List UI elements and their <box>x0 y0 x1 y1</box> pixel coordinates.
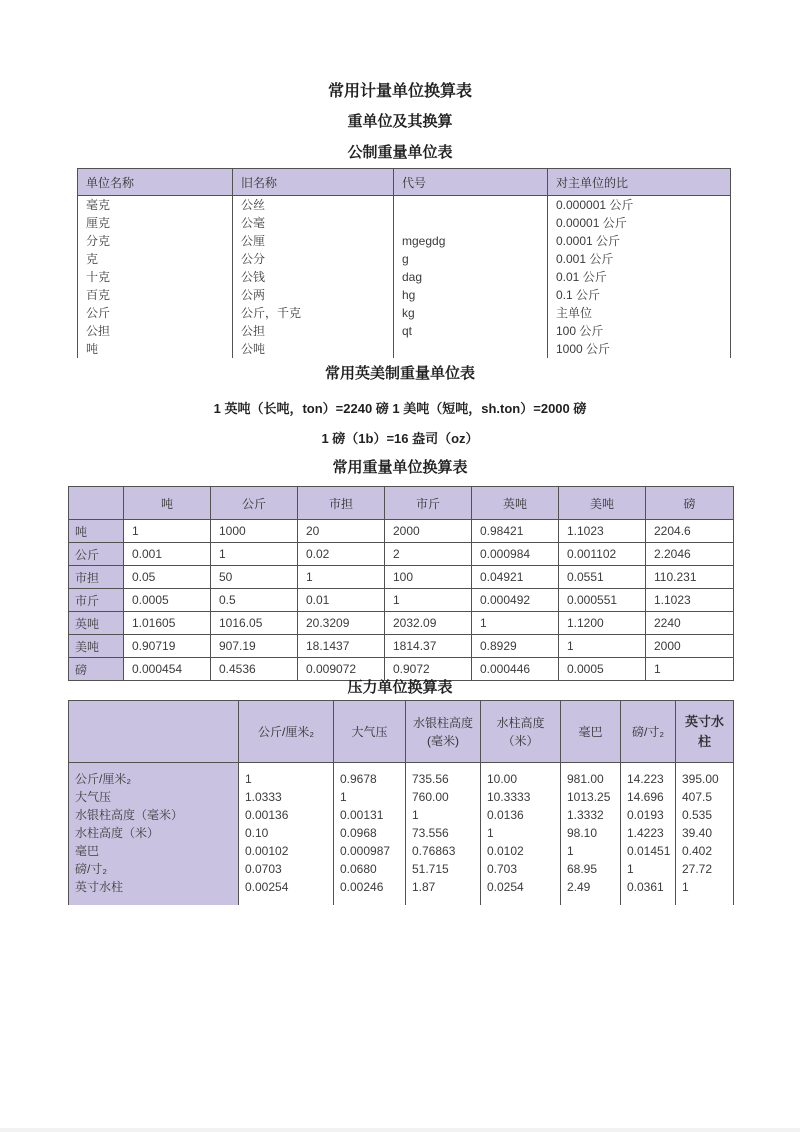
table-cell: 0.0193 <box>621 806 676 824</box>
table-cell: 0.9678 <box>334 763 406 788</box>
table-cell: 1 <box>239 763 334 788</box>
column-header: 英吨 <box>472 487 559 520</box>
table-cell: 907.19 <box>211 635 298 658</box>
table-cell: 1.3332 <box>561 806 621 824</box>
table-cell: 0.1 公斤 <box>548 286 731 304</box>
weight-conv-title: 常用重量单位换算表 <box>332 459 468 476</box>
table-cell: 110.231 <box>646 566 734 589</box>
table-cell: 0.02 <box>298 543 385 566</box>
column-header: 市斤 <box>385 487 472 520</box>
table-cell: 0.0361 <box>621 878 676 905</box>
doc-title: 常用计量单位换算表 <box>327 83 472 100</box>
table-row <box>69 543 734 566</box>
column-header: 公斤 <box>211 487 298 520</box>
column-header: 代号 <box>394 169 548 196</box>
table-cell: 1.1200 <box>559 612 646 635</box>
table-cell: 0.009072 <box>298 658 385 681</box>
column-header <box>69 487 124 520</box>
table-cell: 公钱 <box>233 268 394 286</box>
table-cell: 2.49 <box>561 878 621 905</box>
row-label: 水柱高度（米） <box>69 824 239 842</box>
table-cell: 100 <box>385 566 472 589</box>
table-cell: 公担 <box>233 322 394 340</box>
table-cell: 0.402 <box>676 842 734 860</box>
metric-table-body <box>78 196 731 358</box>
table-cell: 0.01451 <box>621 842 676 860</box>
imperial-title: 常用英美制重量单位表 <box>324 365 475 382</box>
table-cell: 0.0136 <box>481 806 561 824</box>
column-header: 吨 <box>124 487 211 520</box>
table-cell: 1 <box>621 860 676 878</box>
table-cell: 1 <box>559 635 646 658</box>
table-cell: 0.00131 <box>334 806 406 824</box>
table-cell: 39.40 <box>676 824 734 842</box>
table-cell: 1000 公斤 <box>548 340 731 358</box>
column-header: 大气压 <box>334 701 406 763</box>
table-row <box>78 286 731 304</box>
table-cell: 981.00 <box>561 763 621 788</box>
table-cell <box>394 214 548 232</box>
table-cell: 0.0551 <box>559 566 646 589</box>
table-cell: 1000 <box>211 520 298 543</box>
table-cell: 0.0968 <box>334 824 406 842</box>
table-cell: 395.00 <box>676 763 734 788</box>
table-cell: 1 <box>211 543 298 566</box>
table-cell: 公丝 <box>233 196 394 214</box>
table-row <box>69 763 734 788</box>
table-cell: 0.0680 <box>334 860 406 878</box>
table-row <box>78 214 731 232</box>
row-label: 大气压 <box>69 788 239 806</box>
metric-table-header-row <box>78 169 731 196</box>
table-cell: 1 <box>472 612 559 635</box>
row-label: 磅/寸₂ <box>69 860 239 878</box>
table-cell: mgegdg <box>394 232 548 250</box>
table-cell: 公厘 <box>233 232 394 250</box>
table-cell: 0.00136 <box>239 806 334 824</box>
metric-table-title: 公制重量单位表 <box>347 144 453 161</box>
table-cell: 公毫 <box>233 214 394 232</box>
table-cell: 2 <box>385 543 472 566</box>
table-cell: 1814.37 <box>385 635 472 658</box>
table-cell: 0.0102 <box>481 842 561 860</box>
table-cell: 克 <box>78 250 233 268</box>
table-cell: 407.5 <box>676 788 734 806</box>
column-header: 磅/寸₂ <box>621 701 676 763</box>
table-cell: 1 <box>646 658 734 681</box>
table-cell: 0.0001 公斤 <box>548 232 731 250</box>
table-cell: 0.000492 <box>472 589 559 612</box>
weight-table-header-row <box>69 487 734 520</box>
table-cell: 0.000446 <box>472 658 559 681</box>
table-cell: 0.00001 公斤 <box>548 214 731 232</box>
table-cell: 公斤 <box>78 304 233 322</box>
table-cell: 0.001 公斤 <box>548 250 731 268</box>
table-cell: kg <box>394 304 548 322</box>
table-cell: 0.000984 <box>472 543 559 566</box>
table-cell: 0.9072 <box>385 658 472 681</box>
table-cell: 0.001 <box>124 543 211 566</box>
table-row <box>78 322 731 340</box>
row-label: 美吨 <box>69 635 124 658</box>
column-header <box>69 701 239 763</box>
table-cell: 735.56 <box>406 763 481 788</box>
table-row <box>69 842 734 860</box>
table-row <box>69 566 734 589</box>
column-header: 市担 <box>298 487 385 520</box>
pressure-table-body <box>69 763 734 905</box>
ton-conversion-line: 1 英吨（长吨，ton）=2240 磅 1 美吨（短吨，sh.ton）=2000 磅 <box>213 401 587 416</box>
table-cell: 1 <box>406 806 481 824</box>
table-cell <box>394 196 548 214</box>
table-cell: 0.000001 公斤 <box>548 196 731 214</box>
table-row <box>69 788 734 806</box>
table-row <box>69 635 734 658</box>
table-cell: 1 <box>124 520 211 543</box>
table-row <box>69 860 734 878</box>
table-cell: 2000 <box>385 520 472 543</box>
table-row <box>69 520 734 543</box>
table-cell: 2.2046 <box>646 543 734 566</box>
table-cell: 0.5 <box>211 589 298 612</box>
table-cell: 吨 <box>78 340 233 358</box>
table-cell: dag <box>394 268 548 286</box>
pound-conversion-line: 1 磅（1b）=16 盎司（oz） <box>321 431 479 446</box>
table-cell: 1.87 <box>406 878 481 905</box>
weight-conversion-table <box>68 486 734 681</box>
table-cell: 0.0005 <box>559 658 646 681</box>
table-cell: qt <box>394 322 548 340</box>
table-cell: 1.1023 <box>646 589 734 612</box>
table-row <box>69 806 734 824</box>
page-bottom-edge <box>0 1128 800 1132</box>
row-label: 公斤/厘米₂ <box>69 763 239 788</box>
column-header: 公斤/厘米₂ <box>239 701 334 763</box>
table-cell: 20.3209 <box>298 612 385 635</box>
pressure-table-header-row <box>69 701 734 763</box>
pressure-conversion-table <box>68 700 734 905</box>
table-cell: 0.76863 <box>406 842 481 860</box>
table-cell: 1.0333 <box>239 788 334 806</box>
table-cell: 10.00 <box>481 763 561 788</box>
table-cell: 14.696 <box>621 788 676 806</box>
table-cell: 0.0703 <box>239 860 334 878</box>
table-cell: 27.72 <box>676 860 734 878</box>
table-row <box>78 268 731 286</box>
table-cell: 公吨 <box>233 340 394 358</box>
table-cell: 50 <box>211 566 298 589</box>
table-row <box>78 250 731 268</box>
table-cell: 2032.09 <box>385 612 472 635</box>
table-cell: 0.01 <box>298 589 385 612</box>
column-header: 单位名称 <box>78 169 233 196</box>
row-label: 毫巴 <box>69 842 239 860</box>
table-cell: 0.00246 <box>334 878 406 905</box>
table-cell: 0.00254 <box>239 878 334 905</box>
table-row <box>69 612 734 635</box>
table-cell: 0.703 <box>481 860 561 878</box>
table-cell: 0.000454 <box>124 658 211 681</box>
table-cell: 2000 <box>646 635 734 658</box>
table-cell: 0.000551 <box>559 589 646 612</box>
table-cell: 20 <box>298 520 385 543</box>
table-cell: 0.04921 <box>472 566 559 589</box>
table-cell: 73.556 <box>406 824 481 842</box>
table-cell: 0.001102 <box>559 543 646 566</box>
table-row <box>69 589 734 612</box>
doc-subtitle: 重单位及其换算 <box>347 113 453 130</box>
row-label: 市斤 <box>69 589 124 612</box>
table-cell: 公担 <box>78 322 233 340</box>
table-cell: 0.01 公斤 <box>548 268 731 286</box>
table-row <box>69 878 734 905</box>
column-header: 磅 <box>646 487 734 520</box>
table-cell: 0.000987 <box>334 842 406 860</box>
table-cell: 1013.25 <box>561 788 621 806</box>
table-cell: 0.05 <box>124 566 211 589</box>
table-cell: 1 <box>481 824 561 842</box>
table-cell: 18.1437 <box>298 635 385 658</box>
table-cell: 主单位 <box>548 304 731 322</box>
table-cell: 公斤，千克 <box>233 304 394 322</box>
table-cell: 1016.05 <box>211 612 298 635</box>
table-cell: 0.10 <box>239 824 334 842</box>
table-cell: 毫克 <box>78 196 233 214</box>
column-header: 毫巴 <box>561 701 621 763</box>
table-row <box>78 232 731 250</box>
table-cell: 0.00102 <box>239 842 334 860</box>
row-label: 市担 <box>69 566 124 589</box>
table-cell: 1.1023 <box>559 520 646 543</box>
column-header: 美吨 <box>559 487 646 520</box>
table-cell: 1.01605 <box>124 612 211 635</box>
table-cell: 公两 <box>233 286 394 304</box>
table-cell: 1 <box>561 842 621 860</box>
table-cell: 1.4223 <box>621 824 676 842</box>
table-cell: 0.90719 <box>124 635 211 658</box>
row-label: 英寸水柱 <box>69 878 239 905</box>
row-label: 公斤 <box>69 543 124 566</box>
weight-table-body <box>69 520 734 681</box>
table-row <box>69 824 734 842</box>
table-cell: 1 <box>676 878 734 905</box>
table-cell: 0.535 <box>676 806 734 824</box>
table-cell: 0.0254 <box>481 878 561 905</box>
row-label: 吨 <box>69 520 124 543</box>
table-cell: 公分 <box>233 250 394 268</box>
column-header: 水银柱高度(毫米) <box>406 701 481 763</box>
table-row <box>78 340 731 358</box>
table-cell: 0.98421 <box>472 520 559 543</box>
table-cell: 0.4536 <box>211 658 298 681</box>
table-cell: 1 <box>334 788 406 806</box>
column-header: 英寸水柱 <box>676 701 734 763</box>
table-cell: 厘克 <box>78 214 233 232</box>
column-header: 对主单位的比 <box>548 169 731 196</box>
table-cell: 2204.6 <box>646 520 734 543</box>
column-header: 旧名称 <box>233 169 394 196</box>
table-cell <box>394 340 548 358</box>
table-cell: 1 <box>385 589 472 612</box>
table-cell: 1 <box>298 566 385 589</box>
table-cell: 2240 <box>646 612 734 635</box>
table-cell: 0.0005 <box>124 589 211 612</box>
table-cell: 分克 <box>78 232 233 250</box>
table-cell: 100 公斤 <box>548 322 731 340</box>
pressure-table-title: 压力单位换算表 <box>347 679 453 696</box>
table-cell: 0.8929 <box>472 635 559 658</box>
table-cell: 68.95 <box>561 860 621 878</box>
row-label: 磅 <box>69 658 124 681</box>
table-cell: 10.3333 <box>481 788 561 806</box>
table-cell: 十克 <box>78 268 233 286</box>
table-cell: 百克 <box>78 286 233 304</box>
row-label: 英吨 <box>69 612 124 635</box>
table-cell: 760.00 <box>406 788 481 806</box>
table-row <box>78 304 731 322</box>
column-header: 水柱高度（米） <box>481 701 561 763</box>
table-row <box>78 196 731 214</box>
metric-weight-table <box>77 168 731 358</box>
table-cell: 98.10 <box>561 824 621 842</box>
table-cell: 51.715 <box>406 860 481 878</box>
row-label: 水银柱高度（毫米） <box>69 806 239 824</box>
table-cell: hg <box>394 286 548 304</box>
table-cell: g <box>394 250 548 268</box>
table-cell: 14.223 <box>621 763 676 788</box>
